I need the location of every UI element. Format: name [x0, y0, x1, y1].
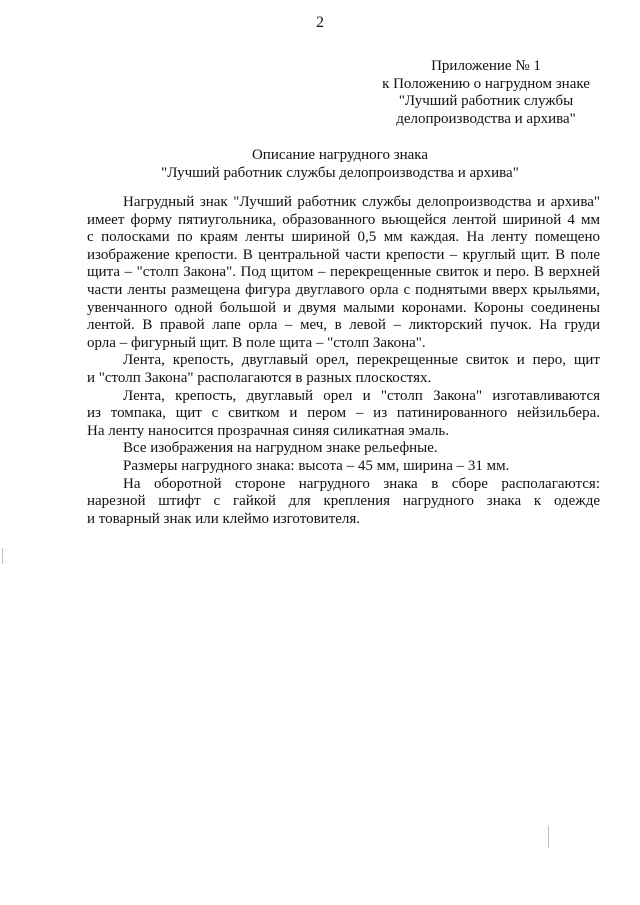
text-line: части ленты размещена фигура двуглавого орла с поднятыми вверх крыльями, — [87, 281, 600, 298]
text-line: Все изображения на нагрудном знаке рельефные. — [123, 440, 438, 457]
appendix-line: "Лучший работник службы — [398, 93, 574, 109]
text-line: из томпака, щит с свитком и пером – из патинированного нейзильбера. — [87, 405, 600, 422]
page-number: 2 — [316, 14, 324, 31]
text-line: с полосками по краям ленты шириной 0,5 мм каждая. На ленту помещено — [87, 229, 600, 246]
scan-artifact — [548, 826, 549, 848]
text-line: нарезной штифт с гайкой для крепления нагрудного знака к одежде — [87, 493, 600, 510]
text-line: Размеры нагрудного знака: высота – 45 мм, ширина – 31 мм. — [123, 457, 510, 474]
appendix-line: делопроизводства и архива" — [396, 110, 576, 127]
text-line: имеет форму пятиугольника, образованного вьющейся лентой шириной 4 мм — [87, 211, 600, 228]
text-line: увенчанного одной большой и двумя малыми коронами. Короны соединены — [87, 299, 600, 316]
appendix-line: к Положению о нагрудном знаке — [382, 75, 590, 92]
title-line: Описание нагрудного знака — [251, 147, 429, 163]
document-body — [87, 194, 600, 528]
text-line: На оборотной стороне нагрудного знака в сборе располагаются: — [123, 475, 600, 492]
text-line: орла – фигурный щит. В поле щита – "столп Закона". — [87, 334, 426, 351]
text-line: Лента, крепость, двуглавый орел, перекрещенные свиток и перо, щит — [123, 352, 600, 369]
title-line: "Лучший работник службы делопроизводства и архива" — [161, 164, 519, 181]
text-line: Лента, крепость, двуглавый орел и "столп Закона" изготавливаются — [123, 387, 600, 404]
appendix-line: Приложение № 1 — [431, 58, 541, 74]
text-line: и "столп Закона" располагаются в разных плоскостях. — [87, 369, 432, 386]
text-line: Нагрудный знак "Лучший работник службы делопроизводства и архива" — [123, 194, 600, 210]
appendix-header — [368, 58, 604, 128]
text-line: щита – "столп Закона". Под щитом – перекрещенные свиток и перо. В верхней — [87, 264, 600, 281]
scan-artifact — [2, 548, 3, 564]
text-line: На ленту наносится прозрачная синяя силикатная эмаль. — [87, 422, 449, 439]
text-line: изображение крепости. В центральной части крепости – круглый щит. В поле — [87, 246, 600, 263]
document-title — [80, 147, 600, 182]
text-line: и товарный знак или клеймо изготовителя. — [87, 510, 361, 527]
text-line: лентой. В правой лапе орла – меч, в левой – ликторский пучок. На груди — [87, 317, 600, 334]
